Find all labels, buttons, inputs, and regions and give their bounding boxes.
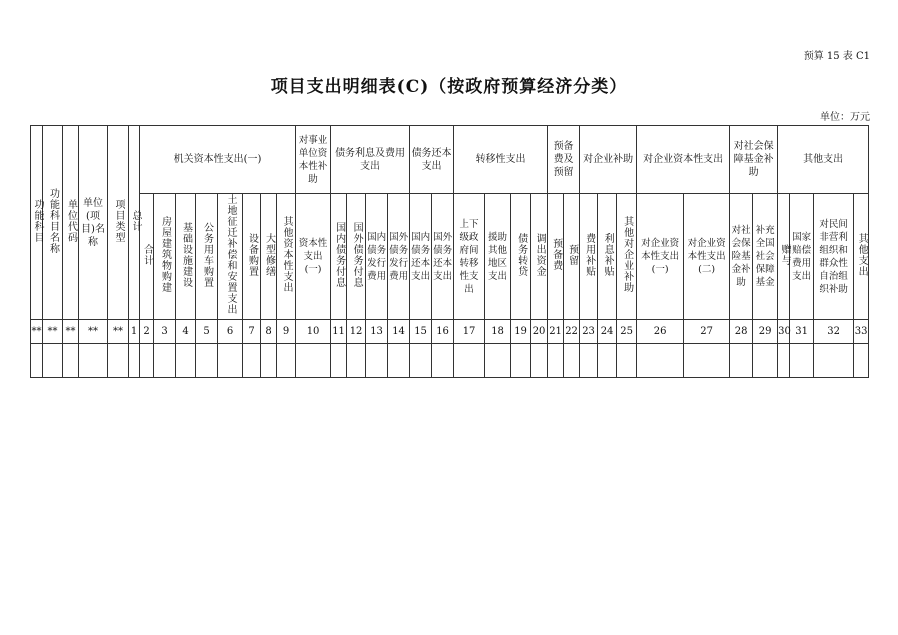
index-cell: 29 [753, 320, 778, 344]
sub-inst-capital-1: 资本性支出(一) [296, 194, 331, 320]
data-cell [684, 344, 730, 378]
index-cell: 14 [388, 320, 410, 344]
group-debt-repay: 债务还本支出 [410, 126, 454, 194]
data-cell [531, 344, 548, 378]
index-row [31, 320, 869, 344]
index-cell: 31 [790, 320, 814, 344]
index-cell: 32 [814, 320, 854, 344]
data-cell [196, 344, 218, 378]
data-cell [243, 344, 261, 378]
sub-other-expense: 其他支出 [854, 194, 869, 320]
sub-compensation: 国家赔偿费用支出 [790, 194, 814, 320]
index-cell: 17 [454, 320, 485, 344]
data-cell [485, 344, 511, 378]
group-social: 对社会保障基金补助 [730, 126, 778, 194]
data-cell [347, 344, 366, 378]
data-cell [598, 344, 617, 378]
data-cell [140, 344, 154, 378]
index-cell: 19 [511, 320, 531, 344]
group-inst-capital: 对事业单位资本性补助 [296, 126, 331, 194]
index-cell: 13 [366, 320, 388, 344]
data-cell [548, 344, 564, 378]
sub-equip: 设备购置 [243, 194, 261, 320]
sub-aid: 援助其他地区支出 [485, 194, 511, 320]
sub-land: 土地征迁补偿和安置支出 [218, 194, 243, 320]
data-cell [296, 344, 331, 378]
header-row-group [31, 126, 869, 194]
sub-ent-capital-1: 对企业资本性支出(一) [637, 194, 684, 320]
sub-gift: 赠与 [778, 194, 790, 320]
data-cell [564, 344, 580, 378]
data-cell [277, 344, 296, 378]
data-cell [511, 344, 531, 378]
data-cell [261, 344, 277, 378]
index-cell: 28 [730, 320, 753, 344]
expenditure-table [30, 125, 869, 378]
group-other: 其他支出 [778, 126, 869, 194]
sub-other-capital: 其他资本性支出 [277, 194, 296, 320]
index-cell: 33 [854, 320, 869, 344]
index-cell: 30 [778, 320, 790, 344]
group-ent-capital: 对企业资本性支出 [637, 126, 730, 194]
index-cell: ** [79, 320, 108, 344]
group-debt-interest: 债务利息及费用支出 [331, 126, 410, 194]
table-code: 预算 15 表 C1 [803, 51, 870, 62]
sub-intergov: 上下级政府间转移性支出 [454, 194, 485, 320]
index-cell: 26 [637, 320, 684, 344]
index-cell: 2 [140, 320, 154, 344]
data-cell [580, 344, 598, 378]
data-cell [617, 344, 637, 378]
group-transfer: 转移性支出 [454, 126, 548, 194]
col-func-name: 功能科目名称 [43, 126, 63, 320]
data-cell [176, 344, 196, 378]
sub-vehicle: 公务用车购置 [196, 194, 218, 320]
index-cell: 8 [261, 320, 277, 344]
data-cell [154, 344, 176, 378]
data-cell [854, 344, 869, 378]
index-cell: 6 [218, 320, 243, 344]
data-cell [814, 344, 854, 378]
col-project-type: 项目类型 [108, 126, 129, 320]
sub-interest-subsidy: 利息补贴 [598, 194, 617, 320]
index-cell: 7 [243, 320, 261, 344]
data-cell [43, 344, 63, 378]
index-cell: 11 [331, 320, 347, 344]
index-cell: 24 [598, 320, 617, 344]
index-cell: 15 [410, 320, 432, 344]
index-cell: ** [108, 320, 129, 344]
index-cell: 12 [347, 320, 366, 344]
sub-dom-interest: 国内债务付息 [331, 194, 347, 320]
index-cell: ** [63, 320, 79, 344]
data-cell [388, 344, 410, 378]
sub-reserved: 预留 [564, 194, 580, 320]
index-cell: 25 [617, 320, 637, 344]
sub-for-fee: 国外债务发行费用 [388, 194, 410, 320]
index-cell: 3 [154, 320, 176, 344]
sub-ngo-subsidy: 对民间非营利组织和群众性自治组织补助 [814, 194, 854, 320]
header-row-sub [31, 194, 869, 320]
index-cell: 18 [485, 320, 511, 344]
data-cell [366, 344, 388, 378]
col-unit-code: 单位代码 [63, 126, 79, 320]
data-cell [730, 344, 753, 378]
sub-fund-transfer: 调出资金 [531, 194, 548, 320]
group-org-capital: 机关资本性支出(一) [140, 126, 296, 194]
index-cell: 5 [196, 320, 218, 344]
sub-debt-transfer: 债务转贷 [511, 194, 531, 320]
sub-ent-capital-2: 对企业资本性支出(二) [684, 194, 730, 320]
data-cell [218, 344, 243, 378]
data-cell [778, 344, 790, 378]
index-cell: ** [43, 320, 63, 344]
index-cell: 27 [684, 320, 730, 344]
data-cell [432, 344, 454, 378]
sub-other-ent-subsidy: 其他对企业补助 [617, 194, 637, 320]
page-title: 项目支出明细表(C)（按政府预算经济分类） [270, 77, 628, 97]
data-cell [79, 344, 108, 378]
index-cell: 22 [564, 320, 580, 344]
group-reserve: 预备费及预留 [548, 126, 580, 194]
data-cell [454, 344, 485, 378]
index-cell: 23 [580, 320, 598, 344]
data-cell [331, 344, 347, 378]
sub-social-fund: 对社会保险基金补助 [730, 194, 753, 320]
sub-building: 房屋建筑物购建 [154, 194, 176, 320]
sub-for-interest: 国外债务付息 [347, 194, 366, 320]
sub-fee-subsidy: 费用补贴 [580, 194, 598, 320]
data-cell [129, 344, 140, 378]
index-cell: ** [31, 320, 43, 344]
data-cell [108, 344, 129, 378]
sub-infra: 基础设施建设 [176, 194, 196, 320]
index-cell: 1 [129, 320, 140, 344]
col-total: 总计 [129, 126, 140, 320]
index-cell: 20 [531, 320, 548, 344]
data-cell [31, 344, 43, 378]
index-cell: 4 [176, 320, 196, 344]
sub-subtotal: 合计 [140, 194, 154, 320]
data-cell [753, 344, 778, 378]
sub-for-repay: 国外债务还本支出 [432, 194, 454, 320]
data-cell [637, 344, 684, 378]
sub-repair: 大型修缮 [261, 194, 277, 320]
data-cell [410, 344, 432, 378]
data-row-empty [31, 344, 869, 378]
sub-dom-repay: 国内债务还本支出 [410, 194, 432, 320]
group-ent-subsidy: 对企业补助 [580, 126, 637, 194]
col-func-code: 功能科目 [31, 126, 43, 320]
sub-dom-fee: 国内债务发行费用 [366, 194, 388, 320]
data-cell [63, 344, 79, 378]
sub-national-fund: 补充全国社会保障基金 [753, 194, 778, 320]
index-cell: 21 [548, 320, 564, 344]
unit-label: 单位：万元 [820, 112, 870, 123]
sub-reserve-fee: 预备费 [548, 194, 564, 320]
index-cell: 10 [296, 320, 331, 344]
index-cell: 9 [277, 320, 296, 344]
index-cell: 16 [432, 320, 454, 344]
data-cell [790, 344, 814, 378]
col-unit-name: 单位(项目)名称 [79, 126, 108, 320]
